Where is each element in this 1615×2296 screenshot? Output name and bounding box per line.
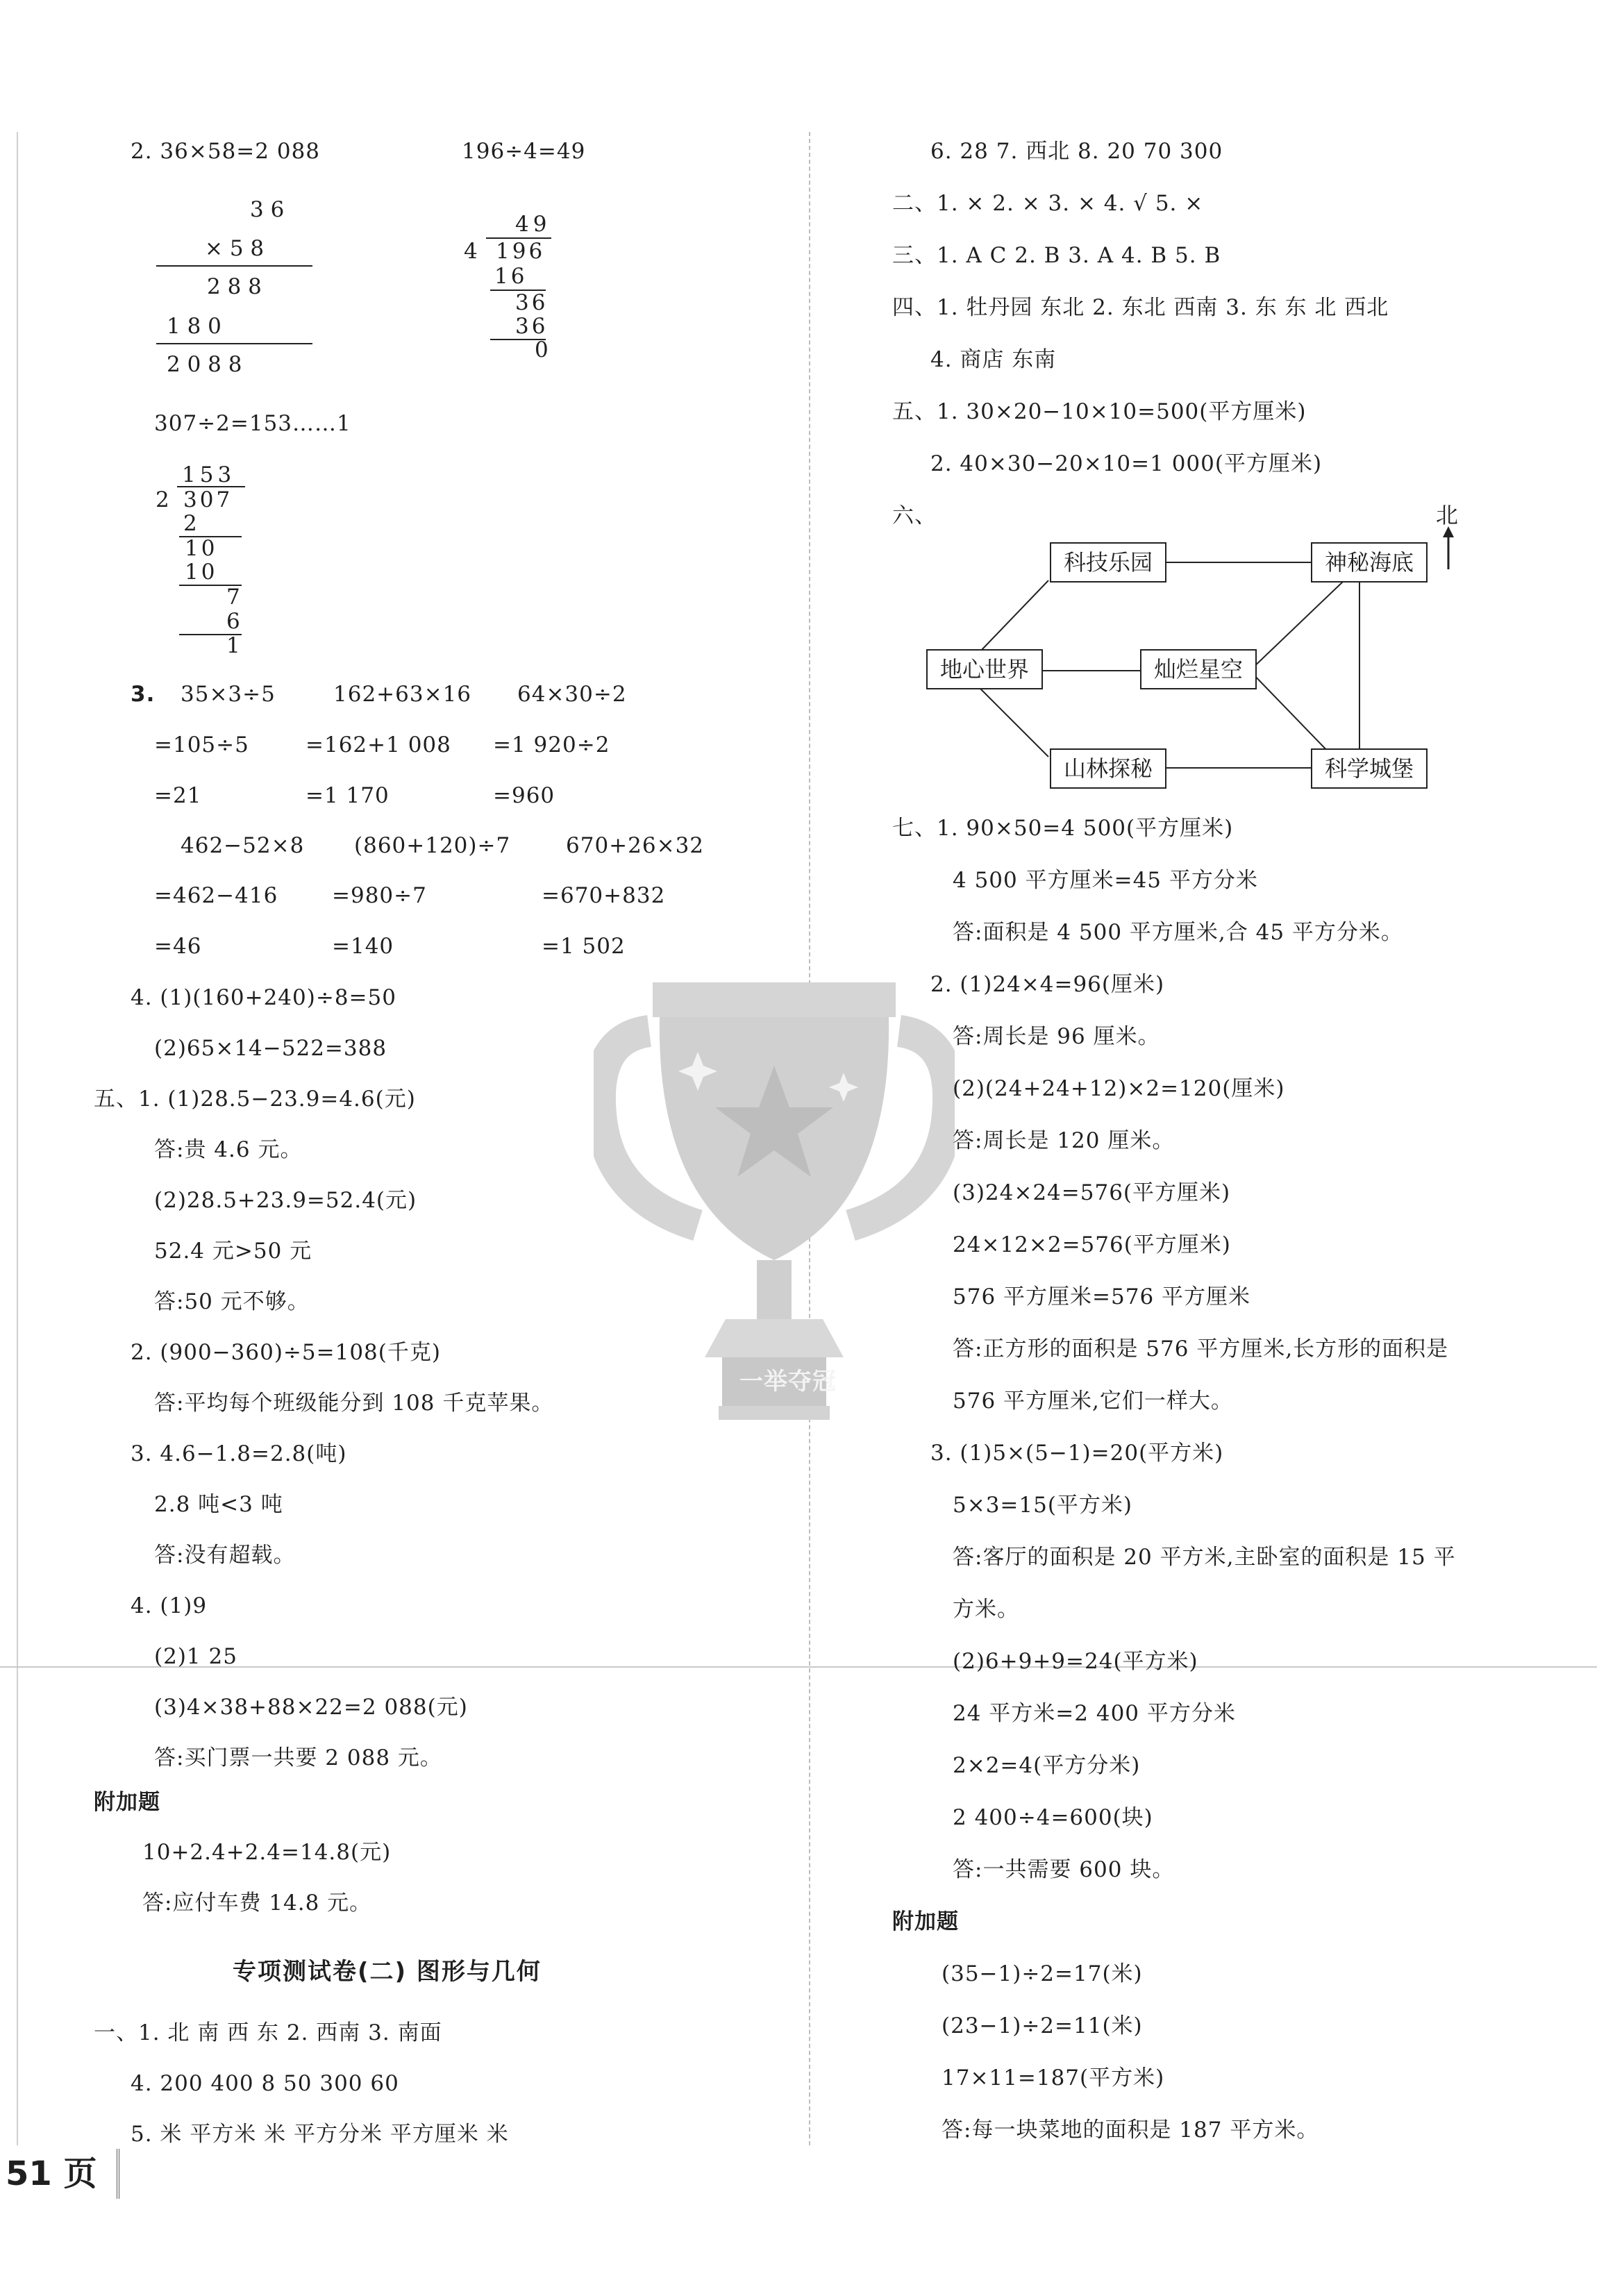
left-q2-line2: 307÷2=153……1 xyxy=(154,411,351,436)
right-r3: 三、1. A C 2. B 3. A 4. B 5. B xyxy=(892,243,1221,268)
div2-quotient: 153 xyxy=(182,462,236,487)
q3-r4-c2: (860+120)÷7 xyxy=(354,833,511,858)
right-r19: 答:正方形的面积是 576 平方厘米,长方形的面积是 xyxy=(953,1336,1449,1361)
div1-dividend: 196 xyxy=(496,239,546,264)
north-label: 北 xyxy=(1436,502,1459,528)
mult-bar2 xyxy=(156,343,312,344)
right-r13: 答:周长是 96 厘米。 xyxy=(953,1024,1160,1049)
q3-r1-c2: 162+63×16 xyxy=(333,682,472,707)
right-r24: 方米。 xyxy=(953,1597,1019,1622)
node-ocean: 神秘海底 xyxy=(1311,542,1428,583)
div2-step6: 1 xyxy=(226,633,240,658)
right-r18: 576 平方厘米=576 平方厘米 xyxy=(953,1284,1251,1309)
mult-row4: 1 8 0 xyxy=(167,314,221,339)
right-r1: 6. 28 7. 西北 8. 20 70 300 xyxy=(930,139,1223,164)
left-fj2: 答:应付车费 14.8 元。 xyxy=(142,1891,372,1916)
right-r6: 五、1. 30×20−10×10=500(平方厘米) xyxy=(892,399,1307,424)
right-r11: 答:面积是 4 500 平方厘米,合 45 平方分米。 xyxy=(953,920,1403,945)
q3-r3-c1: =21 xyxy=(154,783,202,808)
q3-r2-c2: =162+1 008 xyxy=(306,732,451,757)
left-q4a: 4. (1)(160+240)÷8=50 xyxy=(131,985,396,1010)
left-q2-line1b: 196÷4=49 xyxy=(462,139,586,164)
div1-step4: 0 xyxy=(535,337,549,362)
right-fujia-heading: 附加题 xyxy=(892,1909,959,1934)
q3-label: 3. xyxy=(131,682,156,707)
q3-r6-c1: =46 xyxy=(154,934,202,959)
div1-quotient: 49 xyxy=(515,212,551,237)
left-s5-7: 答:平均每个班级能分到 108 千克苹果。 xyxy=(154,1391,554,1416)
mult-row3: 2 8 8 xyxy=(207,274,262,299)
div2-divisor: 2 xyxy=(156,487,169,512)
right-r4: 四、1. 牡丹园 东北 2. 东北 西南 3. 东 东 北 西北 xyxy=(892,295,1389,320)
div1-step2: 36 xyxy=(515,290,549,315)
fold-line xyxy=(0,1666,1597,1668)
right-r25: (2)6+9+9=24(平方米) xyxy=(953,1649,1198,1674)
left-s5-2: 答:贵 4.6 元。 xyxy=(154,1137,303,1162)
q3-r6-c2: =140 xyxy=(332,934,394,959)
left-s5-14: 答:买门票一共要 2 088 元。 xyxy=(154,1745,442,1770)
section-title: 专项测试卷(二) 图形与几何 xyxy=(233,1958,542,1986)
right-r31: (23−1)÷2=11(米) xyxy=(942,2013,1143,2038)
left-s5-8: 3. 4.6−1.8=2.8(吨) xyxy=(131,1441,347,1466)
q3-r3-c2: =1 170 xyxy=(306,783,390,808)
left-fujia-heading: 附加题 xyxy=(94,1790,160,1815)
div2-step2: 10 xyxy=(185,536,218,561)
left-s5-5: 答:50 元不够。 xyxy=(154,1289,310,1314)
right-r28: 2 400÷4=600(块) xyxy=(953,1805,1153,1830)
right-r5: 4. 商店 东南 xyxy=(930,347,1057,372)
div1-step1: 16 xyxy=(494,264,528,289)
div2-step5: 6 xyxy=(226,609,240,634)
div1-step3: 36 xyxy=(515,314,549,339)
div1-divisor: 4 xyxy=(464,239,478,264)
left-s5-12: (2)1 25 xyxy=(154,1644,237,1669)
div2-step3: 10 xyxy=(185,560,218,585)
right-r10: 4 500 平方厘米=45 平方分米 xyxy=(953,868,1258,893)
right-r27: 2×2=4(平方分米) xyxy=(953,1753,1141,1778)
right-r30: (35−1)÷2=17(米) xyxy=(942,1961,1143,1986)
left-s5-3: (2)28.5+23.9=52.4(元) xyxy=(154,1188,417,1213)
right-r23: 答:客厅的面积是 20 平方米,主卧室的面积是 15 平 xyxy=(953,1545,1456,1570)
right-r32: 17×11=187(平方米) xyxy=(942,2065,1165,2090)
left-s5-13: (3)4×38+88×22=2 088(元) xyxy=(154,1695,468,1720)
left-q2-line1: 2. 36×58=2 088 xyxy=(131,139,321,164)
right-r15: 答:周长是 120 厘米。 xyxy=(953,1128,1175,1153)
mult-row5: 2 0 8 8 xyxy=(167,352,242,377)
q3-r2-c1: =105÷5 xyxy=(154,732,249,757)
right-r7: 2. 40×30−20×10=1 000(平方厘米) xyxy=(930,451,1323,476)
div2-step4: 7 xyxy=(226,585,240,610)
div2-step1: 2 xyxy=(183,511,197,536)
right-r9: 七、1. 90×50=4 500(平方厘米) xyxy=(892,816,1234,841)
node-earth-center: 地心世界 xyxy=(926,649,1043,689)
left-s5-10: 答:没有超载。 xyxy=(154,1543,296,1568)
left-margin-line xyxy=(17,132,18,2145)
q3-r6-c3: =1 502 xyxy=(542,934,626,959)
left-t2-1: 一、1. 北 南 西 东 2. 西南 3. 南面 xyxy=(94,2020,442,2045)
right-r17: 24×12×2=576(平方厘米) xyxy=(953,1232,1231,1257)
q3-r2-c3: =1 920÷2 xyxy=(493,732,610,757)
page-number: 51 页 xyxy=(0,2149,119,2199)
right-r29: 答:一共需要 600 块。 xyxy=(953,1857,1175,1882)
mult-bar1 xyxy=(156,265,312,267)
right-r14: (2)(24+24+12)×2=120(厘米) xyxy=(953,1076,1285,1101)
right-r2: 二、1. × 2. × 3. × 4. √ 5. × xyxy=(892,191,1204,216)
left-q4b: (2)65×14−522=388 xyxy=(154,1036,387,1061)
right-r20: 576 平方厘米,它们一样大。 xyxy=(953,1389,1233,1414)
left-fj1: 10+2.4+2.4=14.8(元) xyxy=(142,1840,392,1865)
q3-r3-c3: =960 xyxy=(493,783,555,808)
left-s5-6: 2. (900−360)÷5=108(千克) xyxy=(131,1340,441,1365)
trophy-caption: 一举夺冠 xyxy=(739,1368,837,1396)
node-castle: 科学城堡 xyxy=(1311,748,1428,789)
div2-dividend: 307 xyxy=(183,487,233,512)
q3-r5-c3: =670+832 xyxy=(542,883,666,908)
left-s5-9: 2.8 吨<3 吨 xyxy=(154,1492,283,1517)
q3-r5-c2: =980÷7 xyxy=(332,883,427,908)
right-r22: 5×3=15(平方米) xyxy=(953,1493,1133,1518)
node-tech-park: 科技乐园 xyxy=(1050,542,1166,583)
q3-r5-c1: =462−416 xyxy=(154,883,278,908)
right-r16: (3)24×24=576(平方厘米) xyxy=(953,1180,1231,1205)
q3-r4-c1: 462−52×8 xyxy=(181,833,305,858)
right-r33: 答:每一块菜地的面积是 187 平方米。 xyxy=(942,2118,1319,2143)
right-r8: 六、 xyxy=(892,503,937,528)
mult-row1: 3 6 xyxy=(250,197,285,222)
right-r26: 24 平方米=2 400 平方分米 xyxy=(953,1701,1236,1726)
q3-r4-c3: 670+26×32 xyxy=(566,833,705,858)
q3-r1-c1: 35×3÷5 xyxy=(181,682,276,707)
left-t2-2: 4. 200 400 8 50 300 60 xyxy=(131,2071,399,2096)
left-s5-11: 4. (1)9 xyxy=(131,1593,208,1618)
left-s5-1: 五、1. (1)28.5−23.9=4.6(元) xyxy=(94,1087,416,1112)
left-s5-4: 52.4 元>50 元 xyxy=(154,1239,312,1264)
left-t2-3: 5. 米 平方米 米 平方分米 平方厘米 米 xyxy=(131,2122,509,2147)
q3-r1-c3: 64×30÷2 xyxy=(517,682,627,707)
node-forest: 山林探秘 xyxy=(1050,748,1166,789)
right-r21: 3. (1)5×(5−1)=20(平方米) xyxy=(930,1441,1224,1466)
node-stars: 灿烂星空 xyxy=(1140,649,1257,689)
mult-row2: × 5 8 xyxy=(205,236,265,261)
right-r12: 2. (1)24×4=96(厘米) xyxy=(930,972,1165,997)
